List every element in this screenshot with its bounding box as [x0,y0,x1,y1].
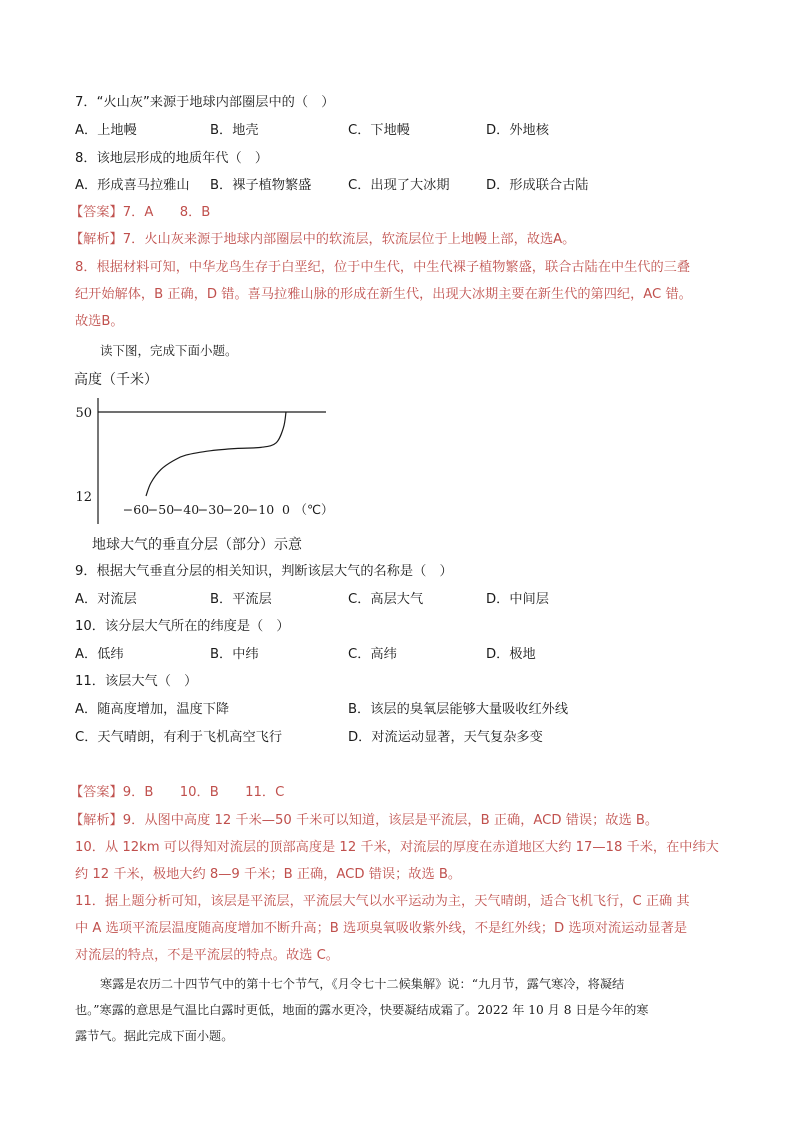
chart-y-tick-label: 50 [75,406,92,421]
q7-option-b: B．地壳 [210,123,259,138]
q11-option-b: B．该层的臭氧层能够大量吸收红外线 [348,702,569,717]
chart-x-axis-label: （℃） [294,502,334,517]
q9-stem: 9．根据大气垂直分层的相关知识，判断该层大气的名称是（ ） [75,564,453,579]
q11-option-d: D．对流运动显著，天气复杂多变 [348,730,543,745]
explanation-line-4: 故选B。 [75,314,124,329]
explanation2-line-1 [70,812,658,830]
q9-option-b: B．平流层 [210,592,272,607]
chart-y-tick-label: 12 [75,490,92,505]
q8-option-c: C．出现了大冰期 [348,178,450,193]
q7-option-a: A．上地幔 [75,123,137,138]
explanation-text: 7．火山灰来源于地球内部圈层中的软流层，软流层位于上地幔上部，故选A。 [122,232,576,247]
explanation-text: 9．从图中高度 12 千米—50 千米可以知道，该层是平流层，B 正确，ACD 错误；故选 B。 [122,813,659,828]
reading-intro-3-line-2: 也。”寒露的意思是气温比白露时更低，地面的露水更冷，快要凝结成霜了。2022 年 10 月 8 日是今年的寒 [75,1003,649,1017]
q9-option-d: D．中间层 [486,592,549,607]
explanation2-line-3: 约 12 千米，极地大约 8—9 千米；B 正确，ACD 错误；故选 B。 [75,867,462,882]
q11-option-a: A．随高度增加，温度下降 [75,702,230,717]
reading-intro-2: 读下图，完成下面小题。 [100,343,238,358]
chart-x-tick-label: −50 [147,502,175,517]
q8-option-d: D．形成联合古陆 [486,178,589,193]
answer-block-1 [70,204,210,222]
answer-label: 【答案】 [70,205,123,220]
chart-x-tick-label: −40 [172,502,200,517]
chart-x-tick-label: −30 [197,502,225,517]
explanation-line-1 [70,231,575,249]
q11-stem: 11．该层大气（ ） [75,674,198,689]
q8-stem: 8．该地层形成的地质年代（ ） [75,151,269,166]
q10-option-a: A．低纬 [75,647,124,662]
explanation2-line-2: 10．从 12km 可以得知对流层的顶部高度是 12 千米，对流层的厚度在赤道地区大约 17—18 千米，在中纬大 [75,840,719,855]
explanation-label: 【解析】 [70,232,123,247]
explanation2-line-6: 对流层的特点，不是平流层的特点。故选 C。 [75,948,339,963]
reading-intro-3-line-1: 寒露是农历二十四节气中的第十七个节气，《月令七十二候集解》说：“九月节，露气寒冷，将凝结 [100,977,625,991]
explanation-label: 【解析】 [70,813,123,828]
explanation-line-3: 纪开始解体，B 正确，D 错。喜马拉雅山脉的形成在新生代，出现大冰期主要在新生代的第四纪，AC 错。 [75,287,692,302]
q10-option-c: C．高纬 [348,647,397,662]
answer-text: 7．A 8．B [122,205,211,220]
chart-caption: 地球大气的垂直分层（部分）示意 [92,537,302,553]
q7-option-d: D．外地核 [486,123,549,138]
explanation2-line-5: 中 A 选项平流层温度随高度增加不断升高；B 选项臭氧吸收紫外线，不是红外线；D 选项对流运动显著是 [75,921,688,936]
atmosphere-chart [70,370,340,530]
chart-x-tick-label: −60 [122,502,150,517]
chart-y-axis-label: 高度（千米） [74,372,158,388]
chart-x-tick-label: −20 [222,502,250,517]
q9-option-a: A．对流层 [75,592,137,607]
chart-temperature-curve [146,412,286,496]
q11-option-c: C．天气晴朗，有利于飞机高空飞行 [75,730,283,745]
answer-block-2 [70,784,284,802]
q7-stem: 7．“火山灰”来源于地球内部圈层中的（ ） [75,95,335,110]
answer-text: 9．B 10．B 11．C [122,785,285,800]
q8-option-b: B．裸子植物繁盛 [210,178,312,193]
chart-x-tick-label: 0 [282,502,290,517]
reading-intro-3-line-3: 露节气。据此完成下面小题。 [75,1029,234,1043]
explanation2-line-4: 11．据上题分析可知，该层是平流层，平流层大气以水平运动为主，天气晴朗，适合飞机飞行，C 正确 其 [75,894,690,909]
q8-option-a: A．形成喜马拉雅山 [75,178,190,193]
answer-label: 【答案】 [70,785,123,800]
explanation-line-2: 8．根据材料可知，中华龙鸟生存于白垩纪，位于中生代，中生代裸子植物繁盛，联合古陆在中生代的三叠 [75,260,691,275]
q10-option-d: D．极地 [486,647,536,662]
q10-option-b: B．中纬 [210,647,259,662]
q10-stem: 10．该分层大气所在的纬度是（ ） [75,619,290,634]
q7-option-c: C．下地幔 [348,123,410,138]
chart-x-tick-label: −10 [247,502,275,517]
q9-option-c: C．高层大气 [348,592,424,607]
